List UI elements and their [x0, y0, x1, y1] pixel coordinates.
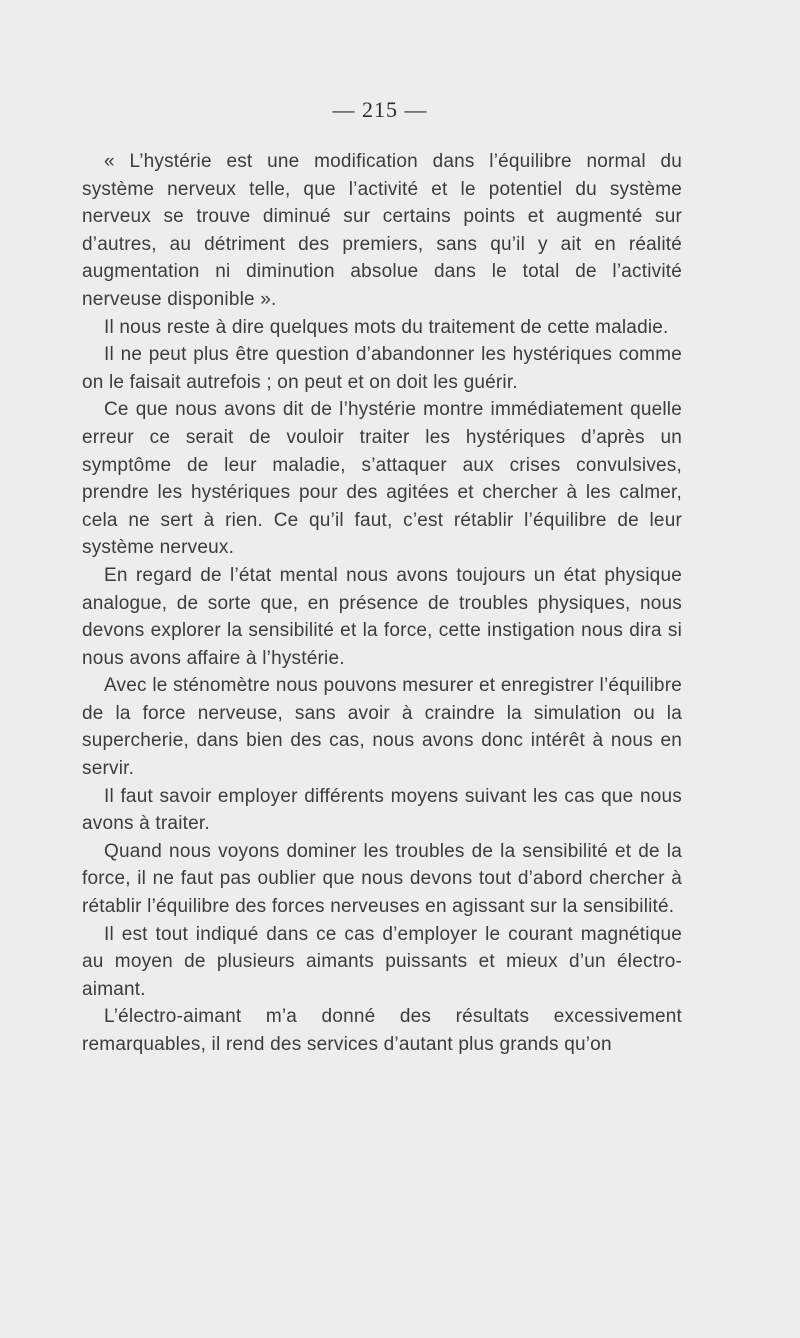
paragraph: Il faut savoir employer différents moyens suivant les cas que nous avons à traiter. [82, 785, 682, 835]
page-number: — 215 — [332, 97, 428, 122]
paragraph: Il est tout indiqué dans ce cas d’employer le courant magnétique au moyen de plusieurs aimants puissants et mieux d’un électro-aimant. [82, 923, 682, 1000]
paragraph: En regard de l’état mental nous avons toujours un état physique analogue, de sorte que, en présence de troubles physiques, nous devons explorer la sensibilité et la force, cette instigation nous dira si nous avons affaire à l’hystérie. [82, 564, 682, 669]
paragraph: Il nous reste à dire quelques mots du traitement de cette maladie. [104, 316, 669, 338]
paragraph: Ce que nous avons dit de l’hystérie montre immédiatement quelle erreur ce serait de vouloir traiter les hystériques d’après un symptôme de leur maladie, s’attaquer aux crises convulsives, prendre les hystériques pour des agitées et chercher à les calmer, cela ne sert à rien. Ce qu’il faut, c’est rétablir l’équilibre de leur système nerveux. [82, 399, 682, 559]
body-text [82, 148, 682, 1059]
paragraph: L’électro-aimant m’a donné des résultats excessivement remarquables, il rend des services d’autant plus grands qu’on [82, 1006, 682, 1055]
paragraph: Avec le sténomètre nous pouvons mesurer et enregistrer l’équilibre de la force nerveuse, sans avoir à craindre la simulation ou la supercherie, dans bien des cas, nous avons donc intérêt à nous en servir. [82, 675, 682, 780]
paragraph: Quand nous voyons dominer les troubles de la sensibilité et de la force, il ne faut pas oublier que nous devons tout d’abord chercher à rétablir l’équilibre des forces nerveuses en agissant sur la sensibilité. [82, 840, 682, 918]
paragraph: « L’hystérie est une modification dans l’équilibre normal du système nerveux telle, que l’activité et le potentiel du système nerveux se trouve diminué sur certains points et augmenté sur d’autres, au détriment des premiers, sans qu’il y ait en réalité augmentation ni diminution absolue dans le total de l’activité nerveuse disponible ». [82, 151, 682, 310]
paragraph: Il ne peut plus être question d’abandonner les hystériques comme on le faisait autrefois ; on peut et on doit les guérir. [82, 344, 682, 393]
